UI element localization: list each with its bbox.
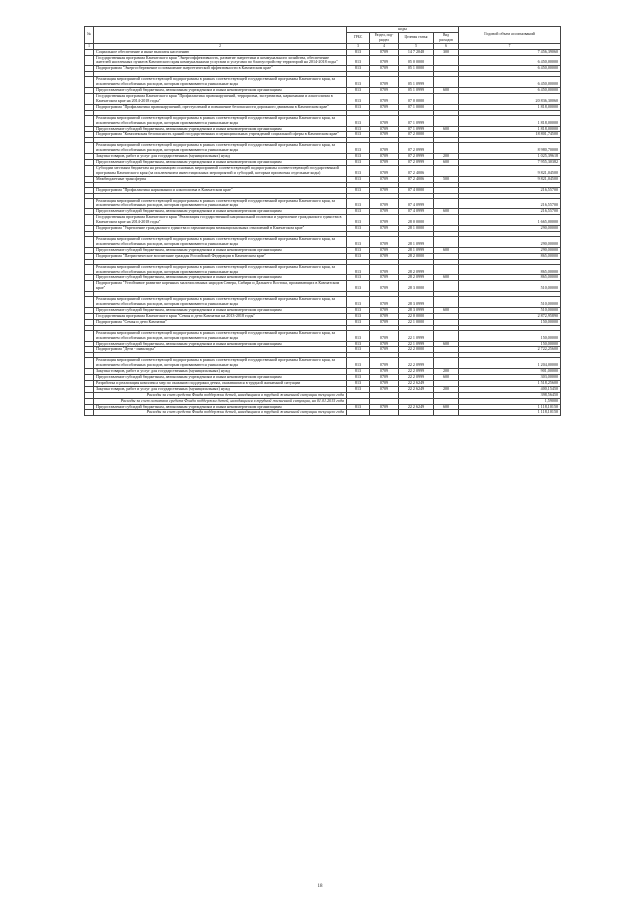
row-cel-cell: 14 7 2048	[399, 49, 434, 55]
col-num-5: 5	[399, 43, 434, 49]
row-grbs-cell: 813	[347, 104, 370, 110]
row-sum-cell: 150,00000	[459, 319, 561, 325]
row-cel-cell: 28 1 0999	[399, 237, 434, 248]
row-name-cell: Подпрограмма "Профилактика наркомании и алкоголизма в Камчатском крае"	[94, 187, 347, 193]
row-razdel-cell: 0709	[370, 358, 399, 369]
row-razdel-cell: 0709	[370, 126, 399, 132]
row-vid-cell: 600	[434, 247, 459, 253]
row-cel-cell: 22 1 0999	[399, 330, 434, 341]
row-number-cell	[85, 215, 94, 226]
row-name-cell: Закупка товаров, работ и услуг для государственных (муниципальных) нужд	[94, 154, 347, 160]
row-name-cell: Подпрограмма "Семья и дети Камчатки"	[94, 319, 347, 325]
page-number: 18	[317, 884, 323, 889]
row-cel-cell: 22 2 0000	[399, 347, 434, 353]
header-grbs: ГРБС	[347, 32, 370, 43]
row-vid-cell	[434, 264, 459, 275]
row-name-cell: Подпрограмма "Комплексная безопасность зданий государственных и муниципальных учреждений социальной сферы в Камчатском крае"	[94, 132, 347, 138]
row-grbs-cell: 813	[347, 237, 370, 248]
row-razdel-cell: 0709	[370, 55, 399, 66]
row-name-cell: Предоставление субсидий бюджетным, автономным учреждениям и иным некоммерческим организациям	[94, 209, 347, 215]
row-name-cell: Государственная программа Камчатского края "Реализация государственной национальной политики и укрепление гражданского единства в Камчатском крае на 2014-2018 годы"	[94, 215, 347, 226]
row-razdel-cell: 0709	[370, 49, 399, 55]
row-sum-cell: 6 450,00000	[459, 77, 561, 88]
row-sum-cell: 2 872,95890	[459, 313, 561, 319]
row-vid-cell	[434, 215, 459, 226]
row-sum-cell: 6 450,00000	[459, 55, 561, 66]
row-cel-cell: 22 1 0999	[399, 341, 434, 347]
row-vid-cell: 300	[434, 49, 459, 55]
row-sum-cell: 1 518,25600	[459, 380, 561, 386]
row-razdel-cell: 0709	[370, 341, 399, 347]
row-vid-cell: 600	[434, 160, 459, 166]
row-cel-cell: 07 2 4006	[399, 176, 434, 182]
row-sum-cell: 9 821,04500	[459, 176, 561, 182]
row-cel-cell: 28 2 0999	[399, 264, 434, 275]
row-number-cell	[85, 281, 94, 292]
row-cel-cell: 22 2 0999	[399, 375, 434, 381]
row-razdel-cell: 0709	[370, 88, 399, 94]
row-razdel-cell: 0709	[370, 104, 399, 110]
col-num-7: 7	[459, 43, 561, 49]
row-sum-cell: 290,00000	[459, 247, 561, 253]
row-grbs-cell: 813	[347, 55, 370, 66]
row-grbs-cell: 813	[347, 66, 370, 72]
col-num-1: 1	[85, 43, 94, 49]
row-number-cell	[85, 237, 94, 248]
row-vid-cell: 600	[434, 375, 459, 381]
row-razdel-cell: 0709	[370, 380, 399, 386]
row-razdel-cell: 0709	[370, 198, 399, 209]
row-razdel-cell: 0709	[370, 165, 399, 176]
row-cel-cell: 22 2 6249	[399, 380, 434, 386]
row-grbs-cell: 813	[347, 319, 370, 325]
row-vid-cell	[434, 198, 459, 209]
row-vid-cell	[434, 330, 459, 341]
row-name-cell: Предоставление субсидий бюджетным, автономным учреждениям и иным некоммерческим организациям	[94, 247, 347, 253]
row-vid-cell	[434, 281, 459, 292]
row-sum-cell: 1 118,10150	[459, 404, 561, 410]
row-sum-cell: 6 450,00000	[459, 66, 561, 72]
row-vid-cell: 600	[434, 404, 459, 410]
row-sum-cell: 1,59000	[459, 398, 561, 404]
row-razdel-cell: 0709	[370, 313, 399, 319]
row-name-cell: Реализация мероприятий соответствующей подпрограммы в рамках соответствующей государственной программы Камчатского края, за исключением обособленных расходов, которым присваиваются уникальные коды	[94, 237, 347, 248]
row-name-cell: Подпрограмма "Дети - инвалиды"	[94, 347, 347, 353]
row-name-cell: Разработка и реализация комплекса мер по оказанию поддержки детям, оказавшимся в трудной жизненной ситуации	[94, 380, 347, 386]
row-cel-cell: 07 1 0999	[399, 126, 434, 132]
row-razdel-cell: 0709	[370, 143, 399, 154]
table-row	[85, 55, 561, 66]
row-name-cell: Предоставление субсидий бюджетным, автономным учреждениям и иным некоммерческим организациям	[94, 404, 347, 410]
row-name-cell: Реализация мероприятий соответствующей подпрограммы в рамках соответствующей государственной программы Камчатского края, за исключением обособленных расходов, которым присваиваются уникальные коды	[94, 264, 347, 275]
row-cel-cell: 07 2 4006	[399, 165, 434, 176]
row-sum-cell: 150,00000	[459, 341, 561, 347]
row-name-cell: Подпрограмма "Патриотическое воспитание граждан Российской Федерации в Камчатском крае"	[94, 253, 347, 259]
row-grbs-cell: 813	[347, 358, 370, 369]
row-sum-cell: 865,00000	[459, 253, 561, 259]
row-razdel-cell: 0709	[370, 77, 399, 88]
row-razdel-cell: 0709	[370, 237, 399, 248]
row-grbs-cell: 813	[347, 253, 370, 259]
row-vid-cell: 500	[434, 176, 459, 182]
row-name-cell: Реализация мероприятий соответствующей подпрограммы в рамках соответствующей государственной программы Камчатского края, за исключением обособленных расходов, которым присваиваются уникальные коды	[94, 115, 347, 126]
row-name-cell: Реализация мероприятий соответствующей подпрограммы в рамках соответствующей государственной программы Камчатского края, за исключением обособленных расходов, которым присваиваются уникальные коды	[94, 77, 347, 88]
row-name-cell: Подпрограмма "Профилактика правонарушений, преступлений и повышение безопасности дорожного движения в Камчатском крае"	[94, 104, 347, 110]
row-grbs-cell: 813	[347, 209, 370, 215]
row-vid-cell	[434, 115, 459, 126]
row-name-cell: Закупка товаров, работ и услуг для государственных (муниципальных) нужд	[94, 369, 347, 375]
row-cel-cell: 07 4 0999	[399, 198, 434, 209]
row-name-cell: Предоставление субсидий бюджетным, автономным учреждениям и иным некоммерческим организациям	[94, 341, 347, 347]
table-row	[85, 330, 561, 341]
row-vid-cell	[434, 93, 459, 104]
row-vid-cell: 600	[434, 275, 459, 281]
row-number-cell	[85, 77, 94, 88]
table-row	[85, 237, 561, 248]
row-grbs-cell: 813	[347, 132, 370, 138]
row-grbs-cell: 813	[347, 154, 370, 160]
row-cel-cell: 28 1 0000	[399, 226, 434, 232]
row-grbs-cell: 813	[347, 77, 370, 88]
row-grbs-cell: 813	[347, 313, 370, 319]
table-row	[85, 93, 561, 104]
row-sum-cell: 1 118,10150	[459, 410, 561, 416]
row-cel-cell: 22 2 6249	[399, 386, 434, 392]
row-grbs-cell: 813	[347, 375, 370, 381]
row-name-cell: Государственная программа Камчатского края "Профилактика правонарушений, терроризма, экстремизма, наркомании и алкоголизма в Камчатском крае на 2014-2018 годы"	[94, 93, 347, 104]
row-grbs-cell: 813	[347, 281, 370, 292]
row-razdel-cell: 0709	[370, 115, 399, 126]
header-vid: Вид расходов	[434, 32, 459, 43]
row-name-cell: Предоставление субсидий бюджетным, автономным учреждениям и иным некоммерческим организациям	[94, 126, 347, 132]
row-sum-cell: 8 980,70000	[459, 143, 561, 154]
table-row	[85, 297, 561, 308]
row-razdel-cell: 0709	[370, 330, 399, 341]
row-razdel-cell: 0709	[370, 386, 399, 392]
row-cel-cell: 07 4 0000	[399, 187, 434, 193]
row-grbs-cell: 813	[347, 341, 370, 347]
table-row	[85, 115, 561, 126]
row-number-cell	[85, 143, 94, 154]
row-sum-cell: 216,55700	[459, 187, 561, 193]
row-razdel-cell: 0709	[370, 226, 399, 232]
row-grbs-cell: 813	[347, 126, 370, 132]
row-razdel-cell: 0709	[370, 215, 399, 226]
row-cel-cell: 28 2 0000	[399, 253, 434, 259]
row-vid-cell: 600	[434, 209, 459, 215]
row-grbs-cell: 813	[347, 226, 370, 232]
row-razdel-cell: 0709	[370, 209, 399, 215]
row-grbs-cell: 813	[347, 160, 370, 166]
row-number-cell	[85, 115, 94, 126]
row-cel-cell: 07 1 0000	[399, 104, 434, 110]
row-sum-cell: 1 665,00000	[459, 215, 561, 226]
row-sum-cell: 510,00000	[459, 281, 561, 292]
row-cel-cell: 05 1 0999	[399, 77, 434, 88]
row-cel-cell: 05 1 0999	[399, 88, 434, 94]
budget-table-page	[84, 26, 560, 416]
row-cel-cell: 07 2 0000	[399, 132, 434, 138]
table-row	[85, 358, 561, 369]
row-grbs-cell: 813	[347, 275, 370, 281]
row-sum-cell: 510,00000	[459, 307, 561, 313]
row-razdel-cell: 0709	[370, 404, 399, 410]
row-grbs-cell: 813	[347, 115, 370, 126]
row-sum-cell: 20 836,30060	[459, 93, 561, 104]
row-name-cell: Реализация мероприятий соответствующей подпрограммы в рамках соответствующей государственной программы Камчатского края, за исключением обособленных расходов, которым присваиваются уникальные коды	[94, 198, 347, 209]
row-grbs-cell: 813	[347, 297, 370, 308]
header-annual: Годовой объем ассигнований	[459, 27, 561, 44]
row-name-cell: Подпрограмма "Укрепление гражданского единства и гармонизация межнациональных отношений в Камчатском крае"	[94, 226, 347, 232]
row-cel-cell: 22 1 0000	[399, 319, 434, 325]
row-vid-cell: 600	[434, 307, 459, 313]
row-grbs-cell: 813	[347, 165, 370, 176]
table-row	[85, 143, 561, 154]
header-number: №	[85, 27, 94, 44]
row-sum-cell: 303,00000	[459, 375, 561, 381]
table-row	[85, 165, 561, 176]
row-number-cell	[85, 198, 94, 209]
row-sum-cell: 901,00000	[459, 369, 561, 375]
row-cel-cell	[399, 410, 434, 416]
header-codes: коды	[347, 27, 459, 33]
row-cel-cell: 07 2 0999	[399, 143, 434, 154]
row-grbs-cell: 813	[347, 247, 370, 253]
row-razdel-cell: 0709	[370, 247, 399, 253]
row-cel-cell: 05 1 0000	[399, 66, 434, 72]
row-razdel-cell: 0709	[370, 307, 399, 313]
row-vid-cell: 600	[434, 126, 459, 132]
row-number-cell	[85, 264, 94, 275]
row-grbs-cell: 813	[347, 347, 370, 353]
row-sum-cell: 7 955,30382	[459, 160, 561, 166]
row-number-cell	[85, 330, 94, 341]
row-sum-cell: 865,00000	[459, 264, 561, 275]
table-body	[85, 49, 561, 416]
row-sum-cell: 398,56450	[459, 392, 561, 398]
row-razdel-cell: 0709	[370, 264, 399, 275]
row-cel-cell: 07 4 0999	[399, 209, 434, 215]
row-number-cell	[85, 297, 94, 308]
header-name	[94, 27, 347, 44]
row-grbs-cell: 813	[347, 380, 370, 386]
row-grbs-cell: 813	[347, 307, 370, 313]
row-grbs-cell: 813	[347, 93, 370, 104]
header-razdel: Раздел, под-раздел	[370, 32, 399, 43]
row-cel-cell: 07 1 0999	[399, 115, 434, 126]
row-vid-cell	[434, 143, 459, 154]
row-sum-cell: 150,00000	[459, 330, 561, 341]
row-razdel-cell: 0709	[370, 93, 399, 104]
row-sum-cell: 510,00000	[459, 297, 561, 308]
row-name-cell: Закупка товаров, работ и услуг для государственных (муниципальных) нужд	[94, 386, 347, 392]
row-vid-cell: 600	[434, 341, 459, 347]
row-cel-cell: 22 0 0000	[399, 313, 434, 319]
row-grbs-cell: 813	[347, 404, 370, 410]
row-number-cell	[85, 358, 94, 369]
row-number-cell	[85, 165, 94, 176]
row-razdel-cell: 0709	[370, 154, 399, 160]
row-grbs-cell: 813	[347, 176, 370, 182]
row-name-cell: Предоставление субсидий бюджетным, автономным учреждениям и иным некоммерческим организациям	[94, 375, 347, 381]
row-vid-cell: 200	[434, 369, 459, 375]
row-cel-cell: 07 0 0000	[399, 93, 434, 104]
row-grbs-cell: 813	[347, 187, 370, 193]
row-vid-cell	[434, 358, 459, 369]
row-razdel-cell: 0709	[370, 253, 399, 259]
row-razdel-cell: 0709	[370, 132, 399, 138]
row-grbs-cell: 813	[347, 330, 370, 341]
row-sum-cell: 1 818,00000	[459, 126, 561, 132]
row-name-cell: Государственная программа Камчатского края "Семья и дети Камчатки на 2013-2018 годы"	[94, 313, 347, 319]
row-number-cell	[85, 410, 94, 416]
row-grbs-cell: 813	[347, 143, 370, 154]
row-name-cell: Социальное обеспечение и иные выплаты населению	[94, 49, 347, 55]
row-grbs-cell: 813	[347, 264, 370, 275]
row-grbs-cell: 813	[347, 49, 370, 55]
row-razdel-cell: 0709	[370, 319, 399, 325]
row-number-cell	[85, 93, 94, 104]
row-grbs-cell	[347, 410, 370, 416]
row-cel-cell: 28 0 0000	[399, 215, 434, 226]
row-name-cell: Подпрограмма "Устойчивое развитие коренных малочисленных народов Севера, Сибири и Дальнего Востока, проживающих в Камчатском крае"	[94, 281, 347, 292]
col-num-2: 2	[94, 43, 347, 49]
row-grbs-cell: 813	[347, 88, 370, 94]
row-name-cell: Расходы за счет средств Фонда поддержки детей, находящихся в трудной жизненной ситуации текущего года	[94, 410, 347, 416]
row-vid-cell	[434, 77, 459, 88]
row-cel-cell: 28 3 0000	[399, 281, 434, 292]
row-razdel-cell: 0709	[370, 281, 399, 292]
row-razdel-cell: 0709	[370, 275, 399, 281]
row-name-cell: Государственная программа Камчатского края "Энергоэффективность, развитие энергетики и коммунального хозяйства, обеспечение жителей населенных пунктов Камчатского края коммунальными услугами и услугами по благоустройству территорий на 2014-2018 годы"	[94, 55, 347, 66]
table-row	[85, 77, 561, 88]
row-razdel-cell	[370, 410, 399, 416]
row-name-cell: Расходы за счет средств Фонда поддержки детей, находящихся в трудной жизненной ситуации текущего года	[94, 392, 347, 398]
row-cel-cell: 28 3 0999	[399, 297, 434, 308]
row-name-cell: Реализация мероприятий соответствующей подпрограммы в рамках соответствующей государственной программы Камчатского края, за исключением обособленных расходов, которым присваиваются уникальные коды	[94, 297, 347, 308]
row-razdel-cell: 0709	[370, 187, 399, 193]
header-cel: Целевая статья	[399, 32, 434, 43]
row-cel-cell: 28 2 0999	[399, 275, 434, 281]
row-name-cell: Предоставление субсидий бюджетным, автономным учреждениям и иным некоммерческим организациям	[94, 275, 347, 281]
row-sum-cell: 216,55700	[459, 198, 561, 209]
row-cel-cell: 22 2 0999	[399, 369, 434, 375]
row-sum-cell: 9 821,04500	[459, 165, 561, 176]
row-sum-cell: 2 722,25600	[459, 347, 561, 353]
row-name-cell: Субсидии местным бюджетам на реализацию основных мероприятий соответствующей подпрограммы соответствующей государственной программы Камчатского края (за исключением инвестиционных мероприятий и субсидий, которым присвоены отдельные коды)	[94, 165, 347, 176]
row-razdel-cell: 0709	[370, 176, 399, 182]
row-name-cell: Межбюджетные трансферты	[94, 176, 347, 182]
row-vid-cell: 200	[434, 154, 459, 160]
row-name-cell: Предоставление субсидий бюджетным, автономным учреждениям и иным некоммерческим организациям	[94, 307, 347, 313]
row-razdel-cell: 0709	[370, 160, 399, 166]
row-sum-cell: 7 456,39060	[459, 49, 561, 55]
row-cel-cell: 05 0 0000	[399, 55, 434, 66]
row-cel-cell: 28 1 0999	[399, 247, 434, 253]
row-sum-cell: 290,00000	[459, 237, 561, 248]
row-grbs-cell: 813	[347, 198, 370, 209]
table-row	[85, 215, 561, 226]
row-number-cell	[85, 55, 94, 66]
row-razdel-cell: 0709	[370, 375, 399, 381]
row-cel-cell: 22 2 6249	[399, 404, 434, 410]
table-row	[85, 281, 561, 292]
row-name-cell: Предоставление субсидий бюджетным, автономным учреждениям и иным некоммерческим организациям	[94, 88, 347, 94]
row-grbs-cell: 813	[347, 369, 370, 375]
row-vid-cell	[434, 237, 459, 248]
row-sum-cell: 1 025,39618	[459, 154, 561, 160]
row-sum-cell: 1 818,00000	[459, 104, 561, 110]
row-name-cell: Реализация мероприятий соответствующей подпрограммы в рамках соответствующей государственной программы Камчатского края, за исключением обособленных расходов, которым присваиваются уникальные коды	[94, 330, 347, 341]
row-sum-cell: 1 818,00000	[459, 115, 561, 126]
row-name-cell: Предоставление субсидий бюджетным, автономным учреждениям и иным некоммерческим организациям	[94, 160, 347, 166]
row-sum-cell: 865,00000	[459, 275, 561, 281]
row-name-cell: Расходы за счет остатков средств Фонда поддержки детей, находящихся в трудной жизненной ситуации, на 01.01.2015 года	[94, 398, 347, 404]
row-sum-cell: 400,15450	[459, 386, 561, 392]
table-row	[85, 410, 561, 416]
row-sum-cell: 1 204,00000	[459, 358, 561, 369]
row-grbs-cell: 813	[347, 386, 370, 392]
row-sum-cell: 6 450,00000	[459, 88, 561, 94]
row-vid-cell: 200	[434, 386, 459, 392]
col-num-6: 6	[434, 43, 459, 49]
row-cel-cell: 07 2 0999	[399, 154, 434, 160]
budget-table	[84, 26, 561, 416]
col-num-3: 3	[347, 43, 370, 49]
row-razdel-cell: 0709	[370, 347, 399, 353]
row-name-cell: Реализация мероприятий соответствующей подпрограммы в рамках соответствующей государственной программы Камчатского края, за исключением обособленных расходов, которым присваиваются уникальные коды	[94, 143, 347, 154]
row-cel-cell: 07 2 0999	[399, 160, 434, 166]
row-sum-cell: 290,00000	[459, 226, 561, 232]
row-vid-cell	[434, 165, 459, 176]
table-row	[85, 198, 561, 209]
row-vid-cell	[434, 55, 459, 66]
row-cel-cell: 28 3 0999	[399, 307, 434, 313]
row-name-cell: Реализация мероприятий соответствующей подпрограммы в рамках соответствующей государственной программы Камчатского края, за исключением обособленных расходов, которым присваиваются уникальные коды	[94, 358, 347, 369]
row-razdel-cell: 0709	[370, 369, 399, 375]
row-vid-cell	[434, 410, 459, 416]
col-num-4: 4	[370, 43, 399, 49]
row-name-cell: Подпрограмма "Энергосбережение и повышение энергетической эффективности в Камчатском крае"	[94, 66, 347, 72]
row-vid-cell: 600	[434, 88, 459, 94]
row-sum-cell: 216,55700	[459, 209, 561, 215]
row-grbs-cell: 813	[347, 215, 370, 226]
row-sum-cell: 18 801,74500	[459, 132, 561, 138]
row-vid-cell	[434, 297, 459, 308]
row-cel-cell: 22 2 0999	[399, 358, 434, 369]
row-razdel-cell: 0709	[370, 66, 399, 72]
row-razdel-cell: 0709	[370, 297, 399, 308]
table-row	[85, 264, 561, 275]
